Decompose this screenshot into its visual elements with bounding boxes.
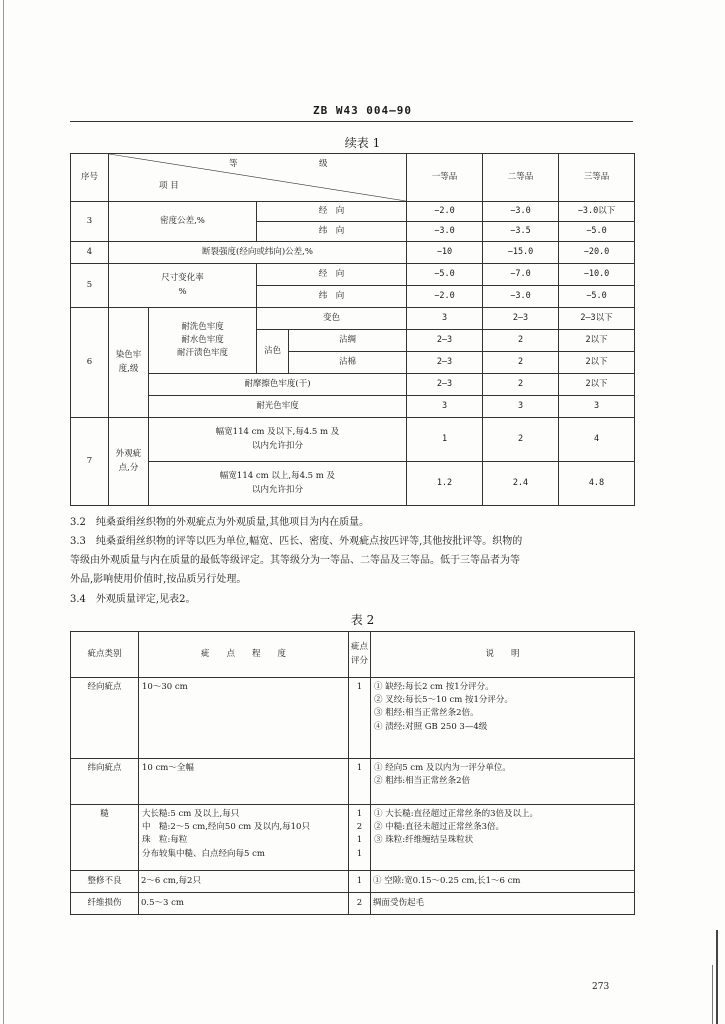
breaking-strength: 断裂强度(经向或纬向)公差,% (109, 242, 407, 264)
warp-defect-score: 1 (349, 678, 371, 759)
cell: 2 (483, 330, 559, 352)
cell: 2以下 (559, 330, 635, 352)
note-line: ③ 粗经:相当正常丝条2倍。 (374, 708, 479, 719)
th-grade: 等 (229, 159, 238, 169)
score-line: 1 (356, 848, 363, 859)
score-line: 1 (356, 809, 363, 819)
th-grade2: 级 (319, 159, 328, 169)
size-change-label: 尺寸变化率 (161, 273, 204, 284)
size-weft: 纬 向 (257, 286, 407, 308)
cell: −2.0 (407, 286, 483, 308)
width-114-below (149, 418, 407, 462)
sweat-fastness: 耐汗渍色牢度 (176, 348, 228, 359)
warp-defect-degree: 10～30 cm (139, 678, 349, 759)
water-fastness: 耐水色牢度 (181, 334, 224, 345)
width-line-1: 幅宽114 cm 及以下,每4.5 m 及 (215, 427, 340, 438)
paragraph-3-3-line-3: 外品,影响使用价值时,按品质另行处理。 (70, 574, 247, 585)
cell: 4 (559, 418, 635, 462)
cell: 3 (559, 396, 635, 418)
cell: −3.0 (483, 286, 559, 308)
cell: 3 (483, 396, 559, 418)
th-defect-type: 疵点类别 (71, 632, 139, 678)
cell: 3 (407, 396, 483, 418)
slub-defect-degree (139, 805, 349, 871)
page-number: 273 (592, 982, 610, 992)
table-1 (70, 153, 635, 506)
stain-cotton: 沾棉 (289, 352, 407, 374)
note-line: ② 粗纬:相当正常丝条2倍 (374, 776, 470, 787)
weft-defect-notes (371, 759, 635, 805)
density-tolerance: 密度公差,% (109, 202, 257, 242)
th-grade1: 一等品 (407, 154, 483, 202)
note-line: ② 中糙:直径未超过正常丝条3倍。 (374, 822, 504, 833)
cell: −5.0 (407, 264, 483, 286)
cell: 2—3 (483, 308, 559, 330)
cell: 2—3 (407, 352, 483, 374)
degree-line: 大长糙:5 cm 及以上,每只 (142, 809, 240, 819)
width-line-2: 以内允许扣分 (251, 440, 303, 451)
slub-defect-type: 糙 (71, 805, 139, 871)
cell: −5.0 (559, 222, 635, 242)
th-grade2-col: 二等品 (483, 154, 559, 202)
cell: 2.4 (483, 462, 559, 506)
size-change (109, 264, 257, 308)
cell: 2—3 (407, 330, 483, 352)
cell: 2以下 (559, 352, 635, 374)
standard-code-header: ZB W43 004—90 (312, 104, 413, 117)
appearance-defect-category (109, 418, 149, 506)
cell: 2—3以下 (559, 308, 635, 330)
paragraph-3-2: 3.2 纯桑蚕绢丝织物的外观疵点为外观质量,其他项目为内在质量。 (70, 517, 370, 528)
th-defect-degree: 疵 点 程 度 (139, 632, 349, 678)
fiber-defect-degree: 0.5～3 cm (139, 893, 349, 915)
note-line: ④ 渍经:对照 GB 250 3—4级 (374, 721, 488, 732)
fiber-defect-note: 绸面受伤起毛 (371, 893, 635, 915)
score-line: 1 (356, 835, 363, 846)
cell: 2 (483, 418, 559, 462)
note-line: ② 叉绞:每长5～10 cm 按1分评分。 (374, 695, 513, 706)
seq-7: 7 (71, 418, 109, 506)
cell: 1 (407, 418, 483, 462)
note-line: ③ 珠粒:纤维缠结呈珠粒状 (374, 835, 474, 846)
seq-3: 3 (71, 202, 109, 242)
slub-defect-notes (371, 805, 635, 871)
seq-6: 6 (71, 308, 109, 418)
table2-caption: 表 2 (350, 613, 375, 627)
finish-defect-type: 整修不良 (71, 871, 139, 893)
th-item: 项 目 (159, 180, 179, 191)
paragraph-3-3-line-2: 等级由外观质量与内在质量的最低等级评定。其等级分为一等品、二等品及三等品。低于三等品者为等 (70, 555, 520, 566)
th-score-line-2: 评分 (350, 655, 368, 666)
table-2 (70, 631, 635, 915)
th-note: 说 明 (371, 632, 635, 678)
cell: −15.0 (483, 242, 559, 264)
seq-5: 5 (71, 264, 109, 308)
th-grade3: 三等品 (559, 154, 635, 202)
color-change: 变色 (257, 308, 407, 330)
cell: −5.0 (559, 286, 635, 308)
category-line-2: 度,级 (118, 363, 139, 374)
cell: −10 (407, 242, 483, 264)
degree-line: 中 糙:2～5 cm,经向50 cm 及以内,每10只 (142, 822, 310, 833)
cell: 3 (407, 308, 483, 330)
cell: −2.0 (407, 202, 483, 222)
finish-defect-degree: 2～6 cm,每2只 (139, 871, 349, 893)
cell: −7.0 (483, 264, 559, 286)
cell: 2 (483, 374, 559, 396)
density-warp: 经 向 (257, 202, 407, 222)
wash-fastness-group (149, 308, 257, 374)
slub-defect-score (349, 805, 371, 871)
th-seq: 序号 (71, 154, 109, 202)
th-score-line-1: 疵点 (350, 642, 368, 653)
th-diagonal (109, 154, 407, 202)
width-line-2: 以内允许扣分 (251, 484, 303, 495)
note-line: ① 经向5 cm 及以内为一评分单位。 (374, 763, 511, 773)
size-warp: 经 向 (257, 264, 407, 286)
staining: 沾色 (257, 330, 289, 374)
header-rule (70, 121, 633, 122)
color-fastness-category (109, 308, 149, 418)
weft-defect-degree: 10 cm～全幅 (139, 759, 349, 805)
cell: 2 (483, 352, 559, 374)
warp-defect-notes (371, 678, 635, 759)
width-114-above (149, 462, 407, 506)
score-line: 2 (356, 822, 363, 833)
scan-edge-left (3, 0, 4, 1024)
cell: 2以下 (559, 374, 635, 396)
degree-line: 分布较集中糙、白点经向每5 cm (142, 848, 265, 859)
cell: −3.5 (483, 222, 559, 242)
table1-caption: 续表 1 (344, 136, 381, 150)
th-defect-score (349, 632, 371, 678)
size-change-unit: % (178, 286, 187, 297)
paragraph-3-4: 3.4 外观质量评定,见表2。 (70, 594, 196, 605)
paragraph-3-3-line-1: 3.3 纯桑蚕绢丝织物的评等以匹为单位,幅宽、匹长、密度、外观疵点按匹评等,其他按批评等。织物的 (70, 536, 523, 547)
category-line-1: 外观疵 (115, 449, 142, 460)
stain-silk: 沾绸 (289, 330, 407, 352)
cell: −20.0 (559, 242, 635, 264)
light-fastness: 耐光色牢度 (149, 396, 407, 418)
cell: −10.0 (559, 264, 635, 286)
note-line: ① 缺经:每长2 cm 按1分评分。 (374, 682, 494, 692)
cell: 2—3 (407, 374, 483, 396)
note-line: ① 大长糙:直径超过正常丝条的3倍及以上。 (374, 809, 538, 819)
finish-defect-note: ① 空隙:宽0.15～0.25 cm,长1～6 cm (371, 871, 635, 893)
density-weft: 纬 向 (257, 222, 407, 242)
cell: 4.8 (559, 462, 635, 506)
warp-defect-type: 经向疵点 (71, 678, 139, 759)
wash-fastness: 耐洗色牢度 (181, 321, 224, 332)
scan-edge-right-inner (712, 965, 713, 1024)
width-line-1: 幅宽114 cm 以上,每4.5 m 及 (219, 471, 336, 482)
cell: −3.0以下 (559, 202, 635, 222)
cell: 1.2 (407, 462, 483, 506)
cell: −3.0 (407, 222, 483, 242)
weft-defect-score: 1 (349, 759, 371, 805)
degree-line: 珠 粒:每粒 (142, 835, 188, 846)
fiber-defect-type: 纤维损伤 (71, 893, 139, 915)
fiber-defect-score: 2 (349, 893, 371, 915)
rub-fastness: 耐摩擦色牢度(干) (149, 374, 407, 396)
category-line-2: 点,分 (118, 462, 139, 473)
scan-edge-right (716, 930, 718, 1024)
cell: −3.0 (483, 202, 559, 222)
seq-4: 4 (71, 242, 109, 264)
weft-defect-type: 纬向疵点 (71, 759, 139, 805)
category-line-1: 染色牢 (115, 350, 142, 361)
finish-defect-score: 1 (349, 871, 371, 893)
